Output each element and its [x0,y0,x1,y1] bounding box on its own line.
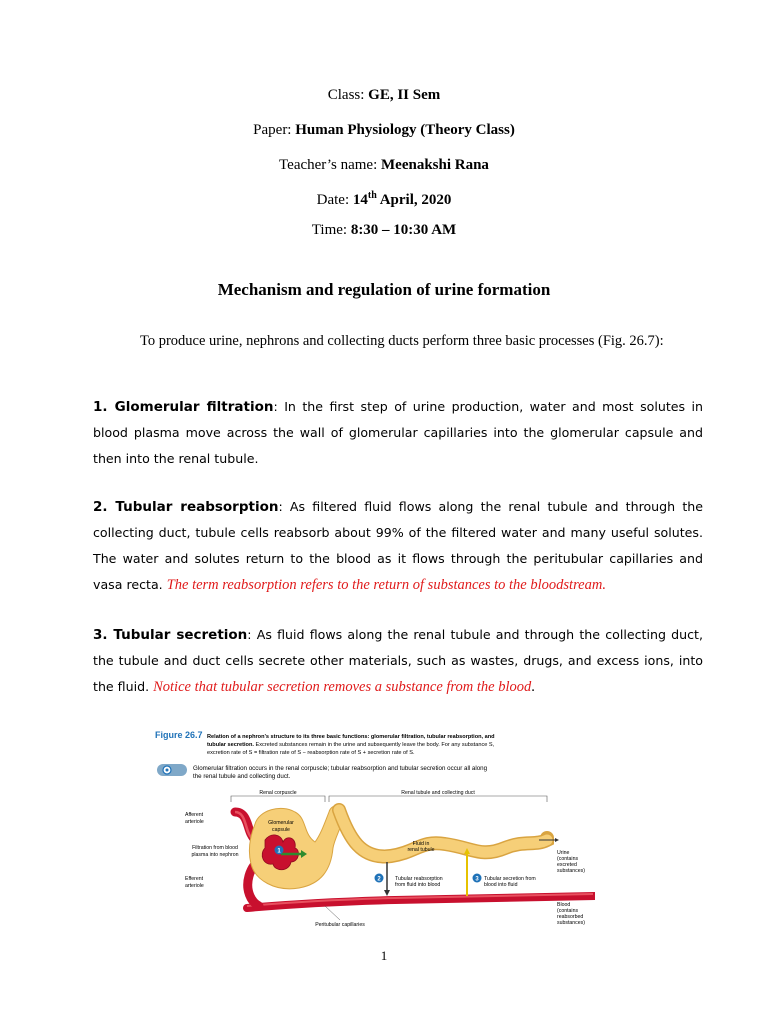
glomerular-capsule-shape [249,806,343,889]
paper-value: Human Physiology (Theory Class) [295,122,515,138]
reabsorption-highlight: The term reabsorption refers to the return of substances to the bloodstream. [166,577,606,593]
step-3-marker [473,874,482,883]
label-capsule-1: Glomerular [268,820,294,826]
label-peritubular: Peritubular capillaries [315,922,365,928]
section-brackets [231,796,547,802]
date-line [0,190,768,209]
glomerular-filtration-heading: 1. Glomerular filtration [93,399,274,415]
label-secretion-1: Tubular secretion from [484,876,536,882]
paper-label: Paper: [253,122,296,138]
secretion-period: . [531,679,535,695]
label-urine-2: (contains [557,856,579,862]
figure-caption-line-3: excretion rate of S = filtration rate of S − reabsorption rate of S + secretion rate of S. [207,750,415,756]
figure-caption-line-1: Relation of a nephron’s structure to its three basic functions: glomerular filtration, tubular reabsorption, and [207,734,495,740]
label-blood-4: substances) [557,920,585,926]
label-secretion-2: blood into fluid [484,882,518,888]
label-filtration-2: plasma into nephron [191,852,239,858]
label-efferent-2: arteriole [185,883,204,889]
label-efferent-1: Efferent [185,876,204,882]
label-urine-4: substances) [557,868,585,874]
label-fluid-2: renal tubule [407,847,435,853]
class-label: Class: [327,87,369,103]
label-afferent-1: Afferent [185,812,204,818]
step-1-marker [275,846,284,855]
label-renal-corpuscle: Renal corpuscle [259,790,297,796]
glomerular-filtration-text: : In the first step of urine production, water and most solutes in blood plasma move across the wall of glomerular capillaries into the glomerular capsule and then into the renal tubule. [93,399,703,466]
class-line [0,87,768,104]
svg-text:3: 3 [475,876,479,883]
label-urine-3: excreted [557,862,577,868]
key-icon [157,764,187,776]
page-title: Mechanism and regulation of urine formation [217,280,551,299]
key-line-2: the renal tubule and collecting duct. [193,773,291,780]
paragraph-tubular-secretion [93,622,703,700]
tubular-reabsorption-text: : As filtered fluid flows along the renal tubule and through the collecting duct, tubule cells reabsorb about 99% of the filtered water and many useful solutes. The water and solutes return to the blood as it flows through the peritubular capillaries and vasa recta. [93,499,703,592]
label-filtration-1: Filtration from blood [192,845,238,851]
date-rest: April, 2020 [376,192,452,208]
paragraph-glomerular-filtration [93,394,703,472]
teacher-label: Teacher’s name: [279,157,381,173]
time-value: 8:30 – 10:30 AM [350,222,457,238]
svg-text:2: 2 [377,876,381,883]
label-afferent-2: arteriole [185,819,204,825]
secretion-highlight: Notice that tubular secretion removes a substance from the blood [153,679,532,695]
time-label: Time: [311,222,351,238]
page-number: 1 [380,948,388,963]
tubular-secretion-heading: 3. Tubular secretion [93,627,248,643]
teacher-value: Meenakshi Rana [381,157,489,173]
time-line [0,222,768,239]
date-label: Date: [316,192,353,208]
tubular-reabsorption-heading: 2. Tubular reabsorption [93,499,279,515]
label-reabsorption-2: from fluid into blood [395,882,441,888]
tubular-secretion-text: : As fluid flows along the renal tubule and through the collecting duct, the tubule and duct cells secrete other materials, such as wastes, drugs, and excess ions, into the fluid. [93,627,703,694]
label-reabsorption-1: Tubular reabsorption [395,876,443,882]
date-day: 14 [352,192,368,208]
svg-text:1: 1 [277,848,281,855]
reabsorption-arrow [384,862,390,896]
intro-paragraph: To produce urine, nephrons and collecting ducts perform three basic processes (Fig. 26.7): [140,333,664,349]
nephron-figure [155,730,595,935]
teacher-line [0,157,768,174]
step-2-marker [375,874,384,883]
label-fluid-1: Fluid in [412,841,430,847]
date-suffix: th [367,190,377,201]
label-capsule-2: capsule [272,827,290,833]
label-urine-1: Urine [557,850,570,856]
figure-label: Figure 26.7 [155,730,203,740]
label-blood-3: reabsorbed [557,914,584,920]
paragraph-tubular-reabsorption [93,494,703,598]
label-renal-tubule-duct: Renal tubule and collecting duct [401,790,475,796]
class-value: GE, II Sem [368,87,441,103]
key-line-1: Glomerular filtration occurs in the renal corpuscle; tubular reabsorption and tubular secretion occur all along [193,765,488,772]
paper-line [0,122,768,139]
label-blood-1: Blood [557,902,571,908]
label-blood-2: (contains [557,908,579,914]
figure-caption-line-2: tubular secretion. Excreted substances remain in the urine and subsequently leave the body. For any substance S, [207,742,495,748]
